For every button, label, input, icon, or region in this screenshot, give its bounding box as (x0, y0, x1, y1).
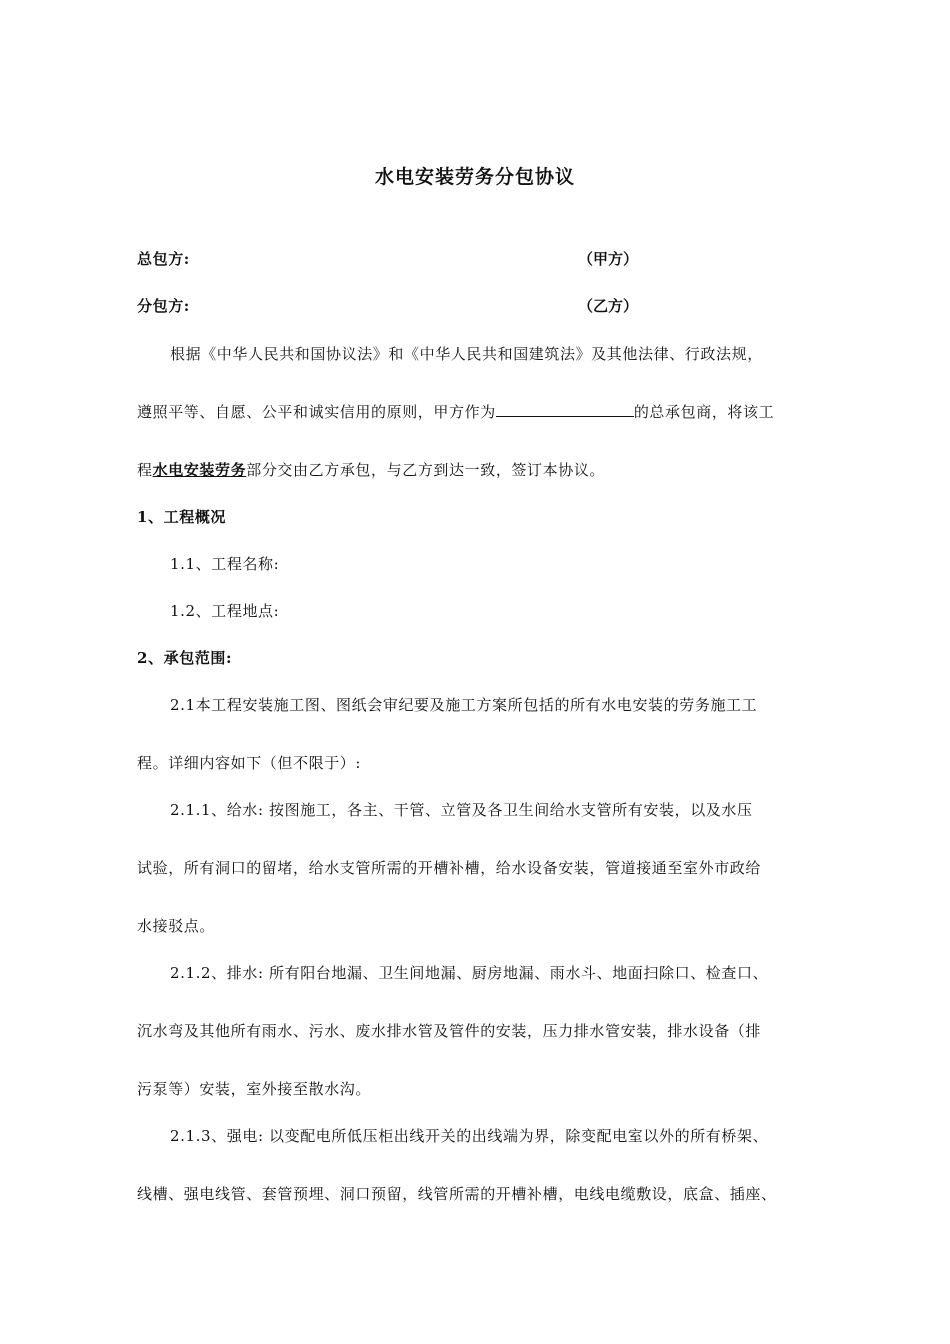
intro-emphasis: 水电安装劳务 (152, 461, 247, 479)
section-2-heading: 2、承包范围: (137, 649, 233, 667)
para-2-1-line-2: 程。详细内容如下（但不限于）: (137, 754, 362, 772)
para-2-1-1-line-1: 2.1.1、给水: 按图施工，各主、干管、立管及各卫生间给水支管所有安装，以及水压 (170, 801, 753, 819)
intro-line-2 (137, 402, 817, 422)
section-1-item-1: 1.1、工程名称: (170, 555, 280, 573)
para-2-1-3-line-2: 线槽、强电线管、套管预埋、洞口预留，线管所需的开槽补槽，电线电缆敷设，底盒、插座、 (137, 1185, 777, 1203)
intro-line-3-before: 程 (137, 461, 153, 479)
intro-line-3 (137, 460, 817, 480)
para-2-1-1-line-3: 水接驳点。 (137, 917, 216, 935)
para-2-1-3-line-1: 2.1.3、强电: 以变配电所低压柜出线开关的出线端为界，除变配电室以外的所有桥架、 (170, 1127, 769, 1145)
para-2-1-2-line-2: 沉水弯及其他所有雨水、污水、废水排水管及管件的安装，压力排水管安装，排水设备（排 (137, 1022, 762, 1040)
intro-line-2-after: 的总承包商，将该工 (633, 403, 775, 421)
para-2-1-2-line-3: 污泵等）安装，室外接至散水沟。 (137, 1080, 372, 1098)
party-b-label: 分包方: (137, 297, 190, 315)
para-2-1-1-line-2: 试验，所有洞口的留堵，给水支管所需的开槽补槽，给水设备安装，管道接通至室外市政给 (137, 859, 762, 877)
para-2-1-line-1: 2.1本工程安装施工图、图纸会审纪要及施工方案所包括的所有水电安装的劳务施工工 (170, 696, 758, 714)
intro-line-2-before: 遵照平等、自愿、公平和诚实信用的原则，甲方作为 (137, 403, 496, 421)
section-1-heading: 1、工程概况 (137, 508, 227, 526)
intro-line-1: 根据《中华人民共和国协议法》和《中华人民共和国建筑法》及其他法律、行政法规， (170, 345, 763, 363)
para-2-1-2-line-1: 2.1.2、排水: 所有阳台地漏、卫生间地漏、厨房地漏、雨水斗、地面扫除口、检查口、 (170, 964, 769, 982)
party-a-role: （甲方） (578, 250, 639, 268)
section-1-item-2: 1.2、工程地点: (170, 602, 280, 620)
document-title: 水电安装劳务分包协议 (374, 166, 575, 188)
party-a-label: 总包方: (137, 250, 190, 268)
party-b-role: （乙方） (578, 297, 639, 315)
contractor-blank-field (496, 402, 634, 417)
intro-line-3-after: 部分交由乙方承包，与乙方到达一致，签订本协议。 (246, 461, 606, 479)
